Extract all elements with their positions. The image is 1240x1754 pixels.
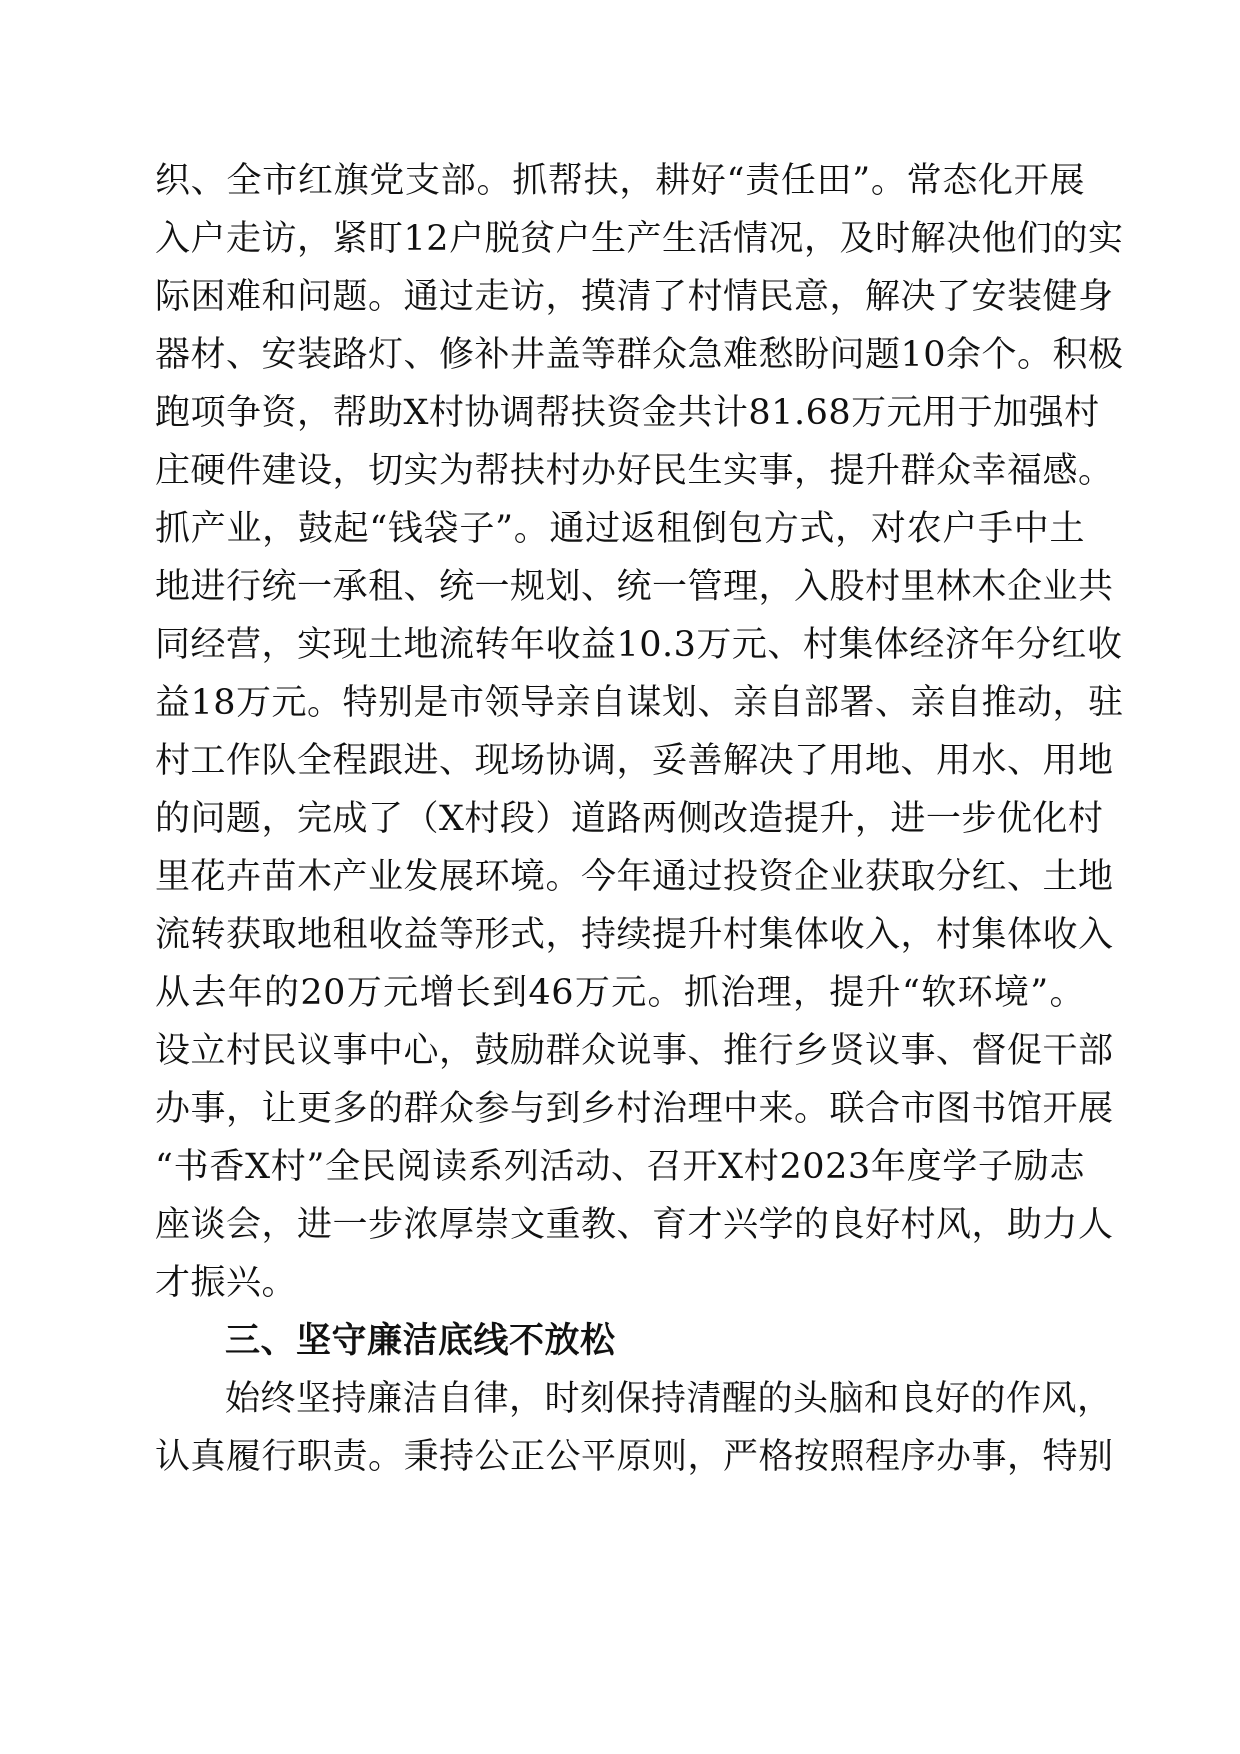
body-line-16: 设立村民议事中心，鼓励群众说事、推行乡贤议事、督促干部: [155, 1031, 1114, 1071]
body-line-20: 才振兴。: [155, 1263, 298, 1303]
body-line-14: 流转获取地租收益等形式，持续提升村集体收入，村集体收入: [155, 915, 1114, 955]
body-line-3: 际困难和问题。通过走访，摸清了村情民意，解决了安装健身: [155, 277, 1114, 317]
body-line-6: 庄硬件建设，切实为帮扶村办好民生实事，提升群众幸福感。: [155, 451, 1114, 491]
body-line-1: 织、全市红旗党支部。抓帮扶，耕好“责任田”。常态化开展: [155, 161, 1085, 201]
body-line-12: 的问题，完成了（X村段）道路两侧改造提升，进一步优化村: [155, 799, 1104, 839]
body-line-18: “书香X村”全民阅读系列活动、召开X村2023年度学子励志: [155, 1147, 1085, 1187]
body-line-11: 村工作队全程跟进、现场协调，妥善解决了用地、用水、用地: [155, 741, 1114, 781]
body-line-7: 抓产业，鼓起“钱袋子”。通过返租倒包方式，对农户手中土: [155, 509, 1085, 549]
body-line-5: 跑项争资，帮助X村协调帮扶资金共计81.68万元用于加强村: [155, 393, 1100, 433]
section-line-1: 始终坚持廉洁自律，时刻保持清醒的头脑和良好的作风，: [225, 1379, 1113, 1419]
body-line-2: 入户走访，紧盯12户脱贫户生产生活情况，及时解决他们的实: [155, 219, 1124, 259]
body-line-19: 座谈会，进一步浓厚崇文重教、育才兴学的良好村风，助力人: [155, 1205, 1114, 1245]
body-line-13: 里花卉苗木产业发展环境。今年通过投资企业获取分红、土地: [155, 857, 1114, 897]
body-line-9: 同经营，实现土地流转年收益10.3万元、村集体经济年分红收: [155, 625, 1123, 665]
body-line-8: 地进行统一承租、统一规划、统一管理，入股村里林木企业共: [155, 567, 1114, 607]
body-line-17: 办事，让更多的群众参与到乡村治理中来。联合市图书馆开展: [155, 1089, 1114, 1129]
section-heading: 三、坚守廉洁底线不放松: [225, 1321, 616, 1361]
body-line-4: 器材、安装路灯、修补井盖等群众急难愁盼问题10余个。积极: [155, 335, 1124, 375]
body-line-10: 益18万元。特别是市领导亲自谋划、亲自部署、亲自推动，驻: [155, 683, 1124, 723]
body-line-15: 从去年的20万元增长到46万元。抓治理，提升“软环境”。: [155, 973, 1085, 1013]
section-line-2: 认真履行职责。秉持公正公平原则，严格按照程序办事，特别: [155, 1437, 1114, 1477]
